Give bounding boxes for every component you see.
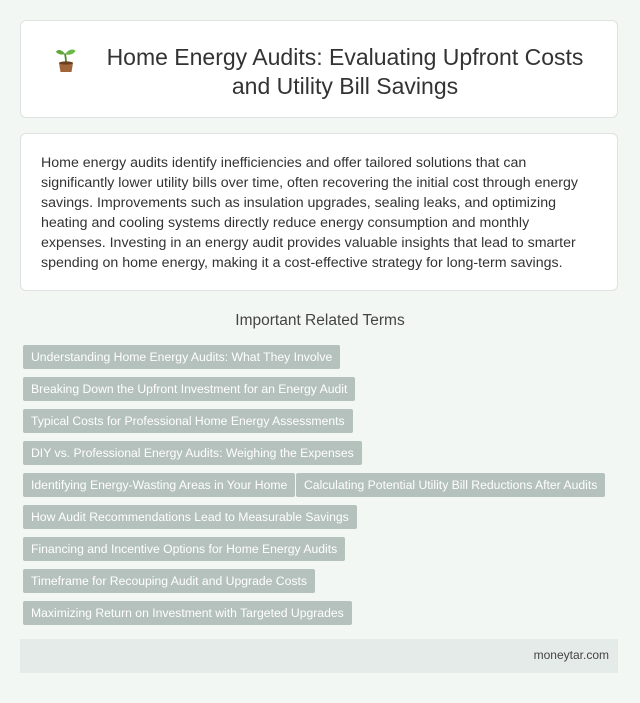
summary-card	[20, 133, 618, 291]
related-term-tag[interactable]: Identifying Energy-Wasting Areas in Your Home	[23, 473, 295, 497]
related-term-tag[interactable]: Breaking Down the Upfront Investment for an Energy Audit	[23, 377, 355, 401]
page-title: Home Energy Audits: Evaluating Upfront Costs and Utility Bill Savings	[106, 44, 584, 99]
related-term-tag[interactable]: Timeframe for Recouping Audit and Upgrade Costs	[23, 569, 315, 593]
summary-text: Home energy audits identify inefficiencies and offer tailored solutions that can significantly lower utility bills over time, often recovering the initial cost through energy savings. Improvements such as insulation upgrades, sealing leaks, and optimizing heating and cooling systems directly reduce energy consumption and monthly expenses. Investing in an energy audit provides valuable insights that lead to smarter spending on home energy, making it a cost-effective strategy for long-term savings.	[41, 155, 579, 271]
related-term-tag[interactable]: Calculating Potential Utility Bill Reductions After Audits	[296, 473, 605, 497]
related-term-tag[interactable]: Typical Costs for Professional Home Energy Assessments	[23, 409, 353, 433]
related-term-tag[interactable]: How Audit Recommendations Lead to Measurable Savings	[23, 505, 357, 529]
footer	[20, 639, 618, 673]
related-term-tag[interactable]: DIY vs. Professional Energy Audits: Weighing the Expenses	[23, 441, 362, 465]
title-card	[20, 20, 618, 118]
related-term-tag[interactable]: Financing and Incentive Options for Home Energy Audits	[23, 537, 345, 561]
related-term-tag[interactable]: Maximizing Return on Investment with Targeted Upgrades	[23, 601, 352, 625]
related-terms-heading: Important Related Terms	[235, 312, 405, 329]
related-term-tag[interactable]: Understanding Home Energy Audits: What They Involve	[23, 345, 340, 369]
footer-site-link[interactable]: moneytar.com	[533, 648, 609, 662]
seedling-icon	[55, 47, 77, 73]
